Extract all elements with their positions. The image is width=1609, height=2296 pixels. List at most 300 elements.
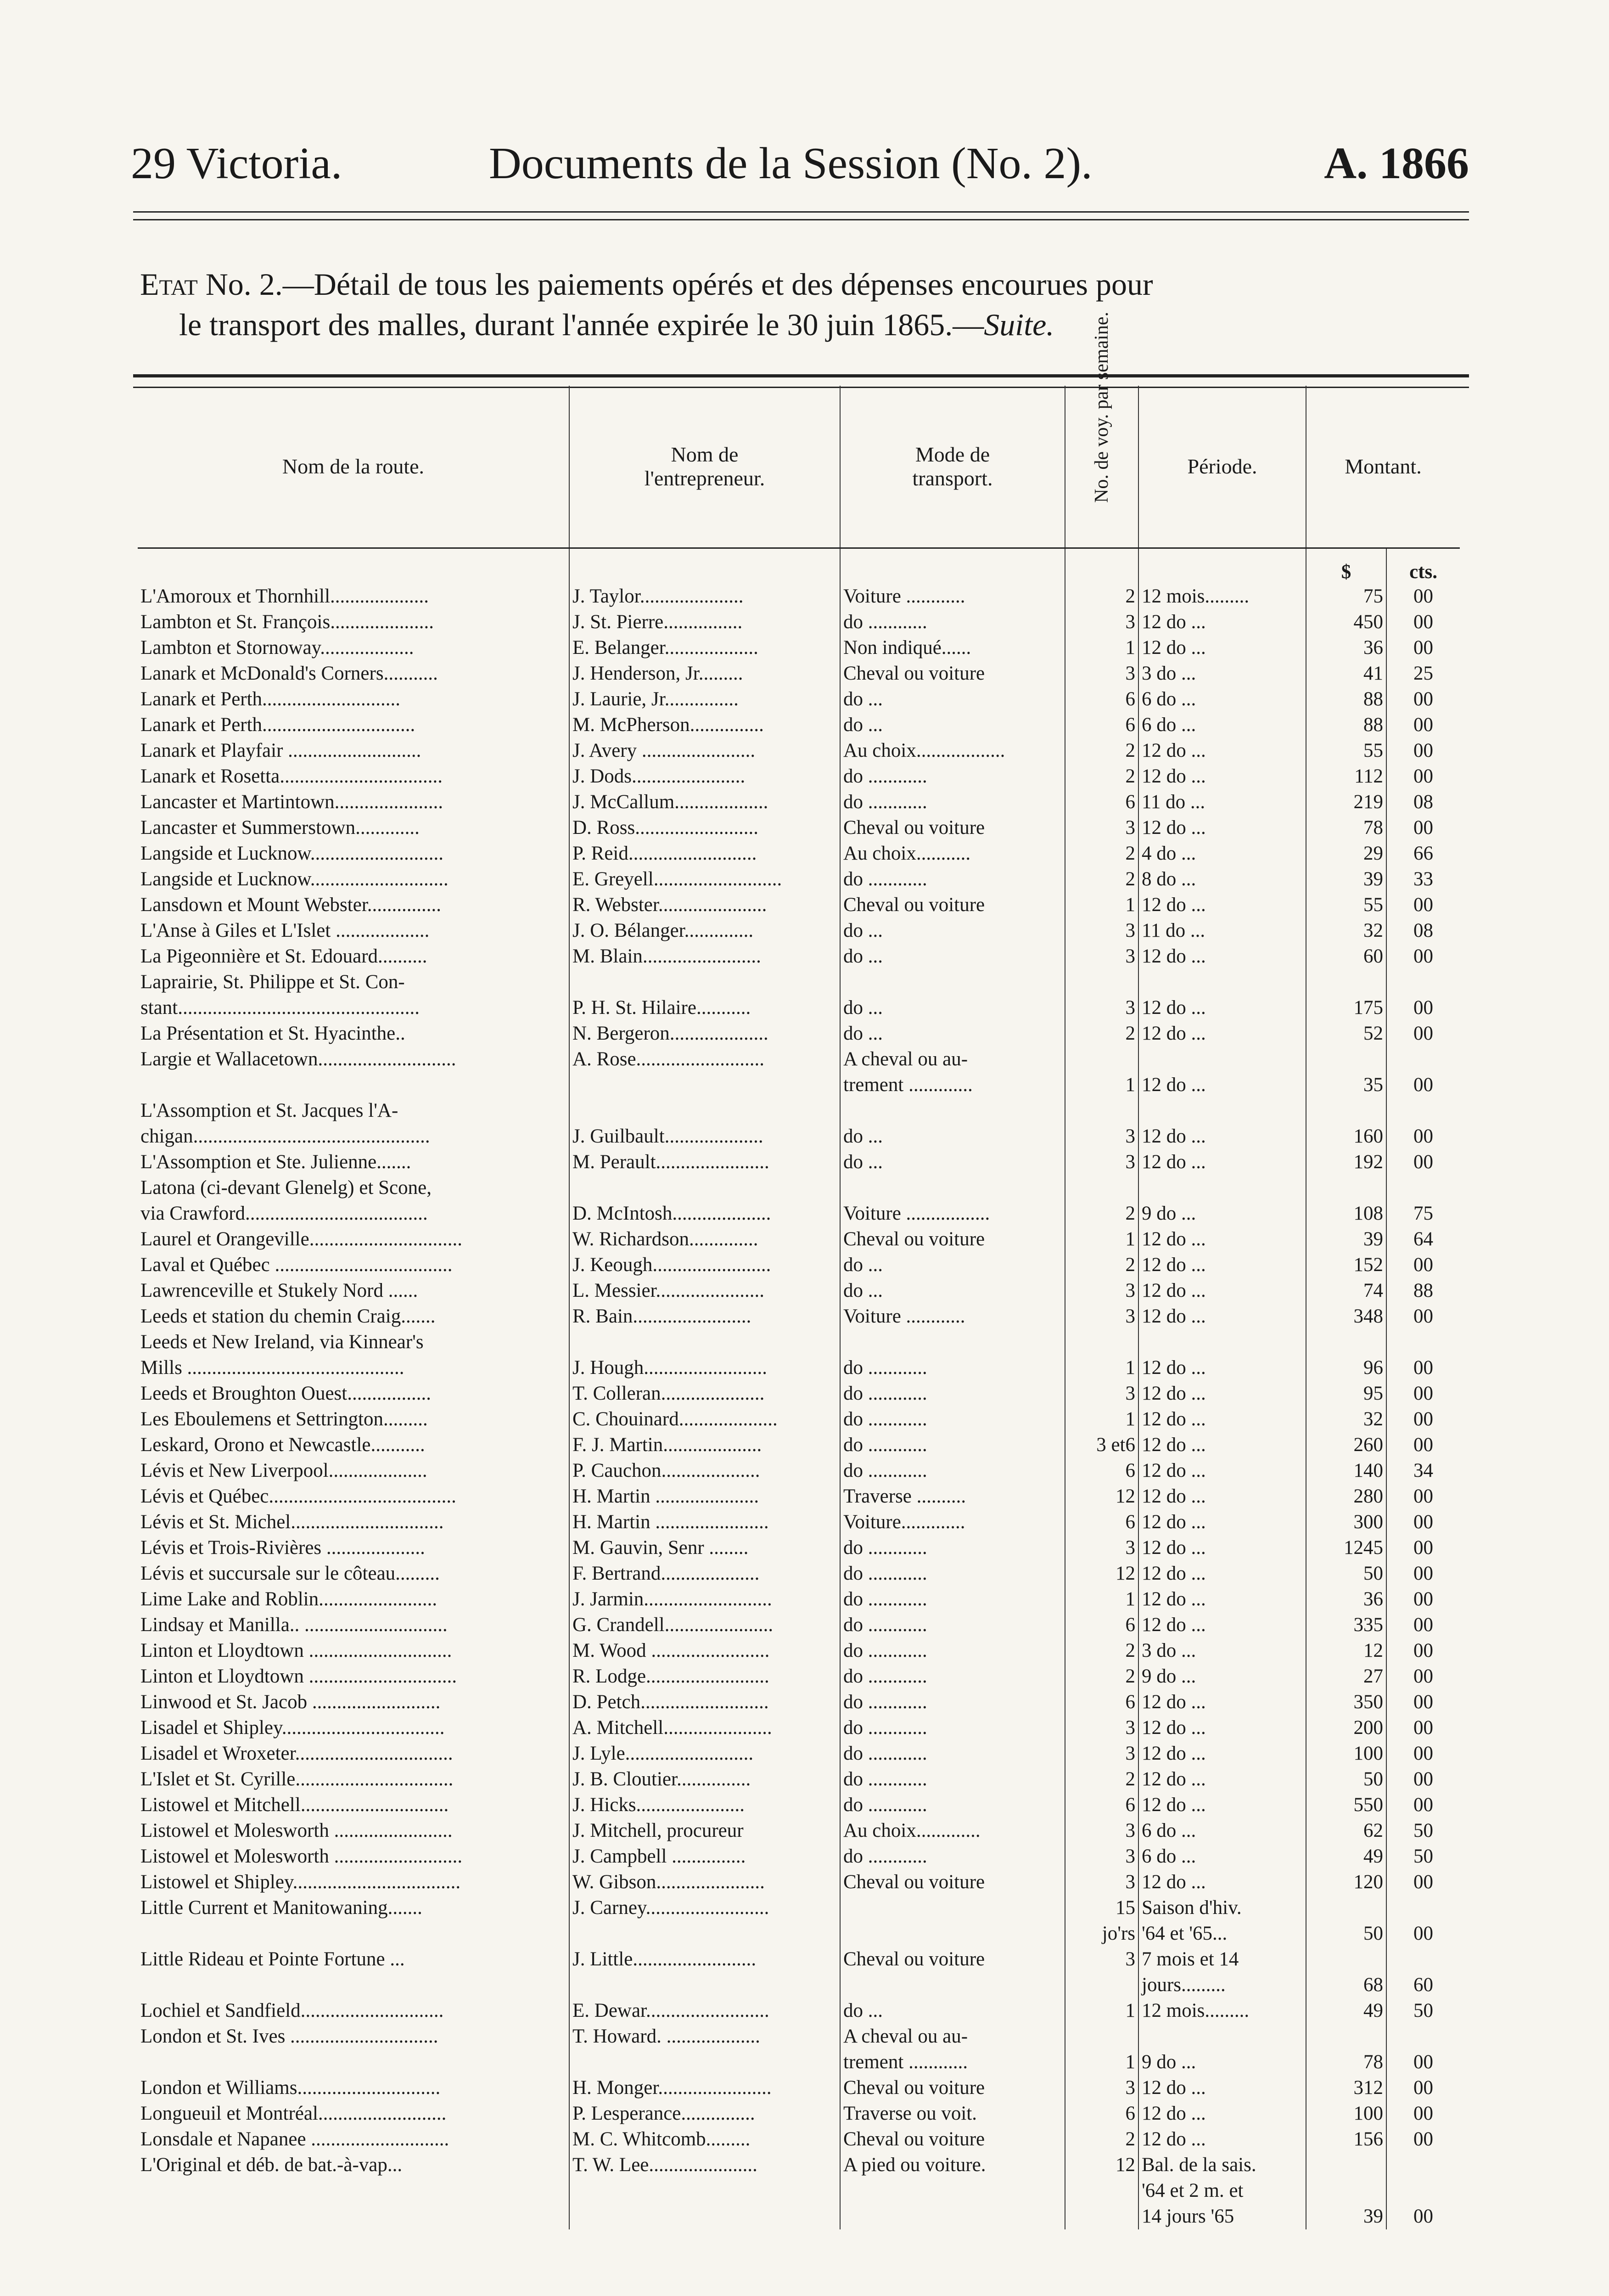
contractor-cell — [569, 1972, 840, 1998]
contractor-cell: A. Mitchell...................... — [569, 1715, 840, 1741]
trips-cell: 6 — [1065, 1509, 1138, 1535]
route-cell: Langside et Lucknow........................... — [140, 843, 444, 864]
route-cell: chigan................................................ — [140, 1125, 430, 1147]
dollars-cell: 140 — [1306, 1458, 1386, 1484]
mode-cell: do ... — [840, 1149, 1065, 1175]
route-cell: Lindsay et Manilla.. ............................. — [140, 1614, 448, 1636]
period-cell: 6 do ... — [1138, 1818, 1306, 1844]
contractor-cell: N. Bergeron.................... — [569, 1021, 840, 1047]
table-row — [138, 738, 1460, 764]
route-cell: Listowel et Mitchell.............................. — [140, 1794, 449, 1816]
dollars-cell: 49 — [1306, 1998, 1386, 2024]
contractor-cell: J. Campbell ............... — [569, 1844, 840, 1869]
mode-cell: Traverse .......... — [840, 1484, 1065, 1509]
trips-cell: 12 — [1065, 1484, 1138, 1509]
dollars-cell: 39 — [1306, 2204, 1386, 2229]
trips-cell: 3 — [1065, 918, 1138, 944]
trips-cell: 2 — [1065, 1767, 1138, 1792]
mode-cell: do ............ — [840, 1381, 1065, 1407]
contractor-cell: P. H. St. Hilaire........... — [569, 995, 840, 1021]
trips-cell: 3 — [1065, 1278, 1138, 1304]
trips-cell: 3 — [1065, 1869, 1138, 1895]
table-row — [138, 1304, 1460, 1329]
running-header — [131, 138, 1469, 188]
dollars-cell: 96 — [1306, 1355, 1386, 1381]
cents-cell: 00 — [1386, 815, 1460, 841]
dollars-cell: 41 — [1306, 661, 1386, 687]
dollars-cell: 39 — [1306, 1227, 1386, 1252]
period-cell: 12 do ... — [1138, 995, 1306, 1021]
table-row — [138, 1201, 1460, 1227]
cents-cell: 00 — [1386, 1767, 1460, 1792]
route-cell: Listowel et Molesworth .......................... — [140, 1846, 463, 1867]
trips-cell: 6 — [1065, 1689, 1138, 1715]
contractor-cell: J. Carney......................... — [569, 1895, 840, 1921]
dollars-cell: 348 — [1306, 1304, 1386, 1329]
mode-cell — [840, 2204, 1065, 2229]
mode-cell: Cheval ou voiture — [840, 1869, 1065, 1895]
table-row — [138, 1484, 1460, 1509]
contractor-cell: L. Messier...................... — [569, 1278, 840, 1304]
period-cell: 12 do ... — [1138, 815, 1306, 841]
trips-cell: 2 — [1065, 738, 1138, 764]
period-cell: Saison d'hiv. — [1138, 1895, 1306, 1921]
contractor-cell: W. Richardson.............. — [569, 1227, 840, 1252]
trips-cell: 12 — [1065, 1561, 1138, 1587]
trips-cell — [1065, 1972, 1138, 1998]
route-cell: Lévis et St. Michel............................... — [140, 1511, 444, 1533]
trips-cell: 3 — [1065, 1947, 1138, 1972]
table-row — [138, 609, 1460, 635]
cents-cell: 50 — [1386, 1844, 1460, 1869]
cents-cell: 00 — [1386, 1587, 1460, 1612]
dollars-cell: 550 — [1306, 1792, 1386, 1818]
cents-cell — [1386, 1329, 1460, 1355]
mode-cell: do ............ — [840, 1741, 1065, 1767]
trips-cell — [1065, 2024, 1138, 2049]
table-row — [138, 1124, 1460, 1149]
cents-cell — [1386, 1947, 1460, 1972]
period-cell: 12 do ... — [1138, 1689, 1306, 1715]
dollars-cell: 36 — [1306, 1587, 1386, 1612]
contractor-cell: J. Dods....................... — [569, 764, 840, 789]
contractor-cell: J. Little......................... — [569, 1947, 840, 1972]
period-cell: 12 do ... — [1138, 892, 1306, 918]
route-cell: via Crawford..................................... — [140, 1203, 428, 1224]
mode-cell: Cheval ou voiture — [840, 2075, 1065, 2101]
route-cell: L'Original et déb. de bat.-à-vap... — [140, 2154, 403, 2176]
contractor-cell: M. Perault....................... — [569, 1149, 840, 1175]
period-cell: 12 do ... — [1138, 635, 1306, 661]
contractor-cell: R. Bain........................ — [569, 1304, 840, 1329]
contractor-cell: J. B. Cloutier............... — [569, 1767, 840, 1792]
mode-cell: do ............ — [840, 1561, 1065, 1587]
route-cell: Lanark et Perth............................ — [140, 688, 401, 710]
period-cell: Bal. de la sais. — [1138, 2152, 1306, 2178]
table-row — [138, 1149, 1460, 1175]
table-row — [138, 969, 1460, 995]
table-row — [138, 1329, 1460, 1355]
units-row — [138, 548, 1460, 584]
cents-cell: 00 — [1386, 1432, 1460, 1458]
table-row — [138, 1998, 1460, 2024]
contractor-cell: J. St. Pierre................ — [569, 609, 840, 635]
dollars-cell: 100 — [1306, 2101, 1386, 2127]
cents-cell: 08 — [1386, 789, 1460, 815]
route-cell: Lanark et Perth............................... — [140, 714, 415, 736]
contractor-cell — [569, 969, 840, 995]
cents-cell — [1386, 2178, 1460, 2204]
mode-cell — [840, 2178, 1065, 2204]
dollars-cell: 50 — [1306, 1561, 1386, 1587]
route-cell: Largie et Wallacetown............................ — [140, 1048, 456, 1070]
contractor-cell — [569, 2049, 840, 2075]
dollars-cell: 49 — [1306, 1844, 1386, 1869]
dollars-cell — [1306, 2178, 1386, 2204]
cents-cell: 00 — [1386, 687, 1460, 712]
trips-cell: 12 — [1065, 2152, 1138, 2178]
cents-cell: 00 — [1386, 1561, 1460, 1587]
trips-cell: 2 — [1065, 867, 1138, 892]
contractor-cell — [569, 1329, 840, 1355]
cents-cell: 00 — [1386, 1355, 1460, 1381]
trips-cell: 15 — [1065, 1895, 1138, 1921]
cents-cell: 00 — [1386, 995, 1460, 1021]
route-cell: Lanark et Rosetta................................. — [140, 765, 443, 787]
dollars-cell: 55 — [1306, 892, 1386, 918]
period-cell: 12 do ... — [1138, 1509, 1306, 1535]
table-row — [138, 1355, 1460, 1381]
mode-cell: do ............ — [840, 1587, 1065, 1612]
route-cell: Lisadel et Wroxeter................................ — [140, 1743, 453, 1764]
table-row — [138, 584, 1460, 609]
trips-cell: 3 — [1065, 1381, 1138, 1407]
table-row — [138, 995, 1460, 1021]
period-cell — [1138, 1175, 1306, 1201]
trips-cell: 6 — [1065, 1612, 1138, 1638]
dollars-cell: 192 — [1306, 1149, 1386, 1175]
dollars-cell — [1306, 2152, 1386, 2178]
mode-cell: Au choix.................. — [840, 738, 1065, 764]
dollars-cell — [1306, 969, 1386, 995]
dollars-cell: 36 — [1306, 635, 1386, 661]
trips-cell — [1065, 969, 1138, 995]
contractor-cell: P. Lesperance............... — [569, 2101, 840, 2127]
dollars-cell: 160 — [1306, 1124, 1386, 1149]
period-cell: 12 do ... — [1138, 1072, 1306, 1098]
contractor-cell: H. Monger....................... — [569, 2075, 840, 2101]
route-cell: Laval et Québec .................................... — [140, 1254, 453, 1276]
table-row — [138, 1098, 1460, 1124]
contractor-cell — [569, 1098, 840, 1124]
contractor-cell: P. Cauchon.................... — [569, 1458, 840, 1484]
cents-cell: 00 — [1386, 2127, 1460, 2152]
cents-cell: 00 — [1386, 1869, 1460, 1895]
header-rule — [133, 211, 1469, 220]
route-cell: La Pigeonnière et St. Edouard.......... — [140, 945, 427, 967]
period-cell: 9 do ... — [1138, 1664, 1306, 1689]
table-row — [138, 918, 1460, 944]
dollars-cell: 32 — [1306, 918, 1386, 944]
trips-cell: 2 — [1065, 1201, 1138, 1227]
table-row — [138, 1972, 1460, 1998]
mode-cell: do ... — [840, 712, 1065, 738]
table-row — [138, 841, 1460, 867]
cents-cell: 00 — [1386, 1304, 1460, 1329]
contractor-cell: M. C. Whitcomb......... — [569, 2127, 840, 2152]
header-right: A. 1866 — [1324, 139, 1469, 188]
period-cell: 12 mois......... — [1138, 1998, 1306, 2024]
trips-cell: 2 — [1065, 1021, 1138, 1047]
trips-cell: 6 — [1065, 789, 1138, 815]
table-row — [138, 1458, 1460, 1484]
table-row — [138, 1278, 1460, 1304]
contractor-cell: G. Crandell...................... — [569, 1612, 840, 1638]
cents-cell: 00 — [1386, 712, 1460, 738]
cents-cell: 00 — [1386, 1612, 1460, 1638]
period-cell: 4 do ... — [1138, 841, 1306, 867]
cents-cell: 00 — [1386, 1741, 1460, 1767]
header-left: 29 Victoria. — [131, 139, 342, 188]
period-cell — [1138, 1098, 1306, 1124]
route-cell: Linton et Lloydtown .............................. — [140, 1666, 457, 1687]
period-cell: 12 do ... — [1138, 1124, 1306, 1149]
route-cell: L'Islet et St. Cyrille................................ — [140, 1768, 454, 1790]
contractor-cell — [569, 1175, 840, 1201]
period-cell: 12 do ... — [1138, 2101, 1306, 2127]
route-cell: Lonsdale et Napanee ............................ — [140, 2128, 449, 2150]
mode-cell: do ... — [840, 1021, 1065, 1047]
trips-cell: 3 — [1065, 1124, 1138, 1149]
route-cell: Listowel et Molesworth ........................ — [140, 1820, 453, 1841]
caption-line1: No. 2.—Détail de tous les paiements opérés et des dépenses encourues pour — [197, 267, 1153, 302]
period-cell — [1138, 1329, 1306, 1355]
cents-cell: 75 — [1386, 1201, 1460, 1227]
period-cell: 12 do ... — [1138, 2075, 1306, 2101]
trips-cell: 2 — [1065, 1664, 1138, 1689]
route-cell: L'Assomption et St. Jacques l'A- — [140, 1100, 398, 1121]
table-row — [138, 687, 1460, 712]
table-row — [138, 1895, 1460, 1921]
dollars-cell — [1306, 1947, 1386, 1972]
mode-cell — [840, 1972, 1065, 1998]
mode-cell — [840, 1329, 1065, 1355]
dollars-cell — [1306, 1098, 1386, 1124]
contractor-cell: J. Hicks...................... — [569, 1792, 840, 1818]
mode-cell: Cheval ou voiture — [840, 2127, 1065, 2152]
trips-cell: 2 — [1065, 764, 1138, 789]
trips-cell — [1065, 1175, 1138, 1201]
route-cell: Lime Lake and Roblin........................ — [140, 1588, 437, 1610]
route-cell: Linwood et St. Jacob .......................... — [140, 1691, 441, 1713]
dollars-cell: 100 — [1306, 1741, 1386, 1767]
trips-cell: 3 — [1065, 1741, 1138, 1767]
table-row — [138, 2178, 1460, 2204]
period-cell: jours......... — [1138, 1972, 1306, 1998]
period-cell: 12 do ... — [1138, 1278, 1306, 1304]
mode-cell: trement ............. — [840, 1072, 1065, 1098]
route-cell — [138, 2049, 569, 2075]
mode-cell: do ............ — [840, 1664, 1065, 1689]
contractor-cell: M. Gauvin, Senr ........ — [569, 1535, 840, 1561]
dollars-cell: 1245 — [1306, 1535, 1386, 1561]
route-cell: Lévis et Québec...................................... — [140, 1486, 456, 1507]
contractor-cell: J. Guilbault.................... — [569, 1124, 840, 1149]
cents-cell — [1386, 1175, 1460, 1201]
cents-cell — [1386, 1047, 1460, 1072]
contractor-cell: A. Rose.......................... — [569, 1047, 840, 1072]
table-row — [138, 1689, 1460, 1715]
route-cell: Linton et Lloydtown ............................. — [140, 1640, 452, 1661]
cents-cell: 00 — [1386, 1715, 1460, 1741]
contractor-cell: D. McIntosh.................... — [569, 1201, 840, 1227]
route-cell — [138, 1972, 569, 1998]
period-cell: 12 do ... — [1138, 1304, 1306, 1329]
period-cell: 6 do ... — [1138, 1844, 1306, 1869]
contractor-cell: J. McCallum................... — [569, 789, 840, 815]
dollars-cell: 95 — [1306, 1381, 1386, 1407]
contractor-cell: H. Martin ....................... — [569, 1509, 840, 1535]
mode-cell: Cheval ou voiture — [840, 892, 1065, 918]
mode-cell: do ............ — [840, 1432, 1065, 1458]
table-row — [138, 1767, 1460, 1792]
dollars-cell: 35 — [1306, 1072, 1386, 1098]
cents-cell: 08 — [1386, 918, 1460, 944]
trips-cell: jo'rs — [1065, 1921, 1138, 1947]
route-cell: Latona (ci-devant Glenelg) et Scone, — [140, 1177, 432, 1199]
route-cell — [138, 1072, 569, 1098]
mode-cell: do ... — [840, 995, 1065, 1021]
contractor-cell: J. Lyle.......................... — [569, 1741, 840, 1767]
period-cell: 12 do ... — [1138, 2127, 1306, 2152]
table-row — [138, 815, 1460, 841]
dollars-cell: 75 — [1306, 584, 1386, 609]
trips-cell — [1065, 1098, 1138, 1124]
caption-prefix: Etat — [140, 267, 198, 302]
trips-cell — [1065, 1047, 1138, 1072]
contractor-cell: T. Howard. ................... — [569, 2024, 840, 2049]
table-row — [138, 1047, 1460, 1072]
period-cell: 12 do ... — [1138, 609, 1306, 635]
period-cell: 12 do ... — [1138, 1227, 1306, 1252]
table-row — [138, 1818, 1460, 1844]
route-cell — [138, 2204, 569, 2229]
mode-cell: do ............ — [840, 867, 1065, 892]
cents-cell: 00 — [1386, 1407, 1460, 1432]
route-cell: Lévis et succursale sur le côteau......... — [140, 1563, 440, 1584]
period-cell: 12 do ... — [1138, 1381, 1306, 1407]
cents-cell: 25 — [1386, 661, 1460, 687]
table-row — [138, 2152, 1460, 2178]
table-row — [138, 1869, 1460, 1895]
contractor-cell: F. Bertrand.................... — [569, 1561, 840, 1587]
period-cell: 12 do ... — [1138, 1021, 1306, 1047]
dollars-cell: 50 — [1306, 1921, 1386, 1947]
cents-cell: 00 — [1386, 1124, 1460, 1149]
period-cell: 6 do ... — [1138, 687, 1306, 712]
cents-cell: 00 — [1386, 1535, 1460, 1561]
table-row — [138, 764, 1460, 789]
mode-cell: do ... — [840, 944, 1065, 969]
unit-dollars: $ — [1306, 548, 1386, 584]
header-trips-label: No. de voy. par semaine. — [1091, 312, 1112, 503]
table-row — [138, 1407, 1460, 1432]
mode-cell: Voiture ............ — [840, 584, 1065, 609]
trips-cell: 1 — [1065, 1072, 1138, 1098]
period-cell: 12 do ... — [1138, 1149, 1306, 1175]
table-row — [138, 1715, 1460, 1741]
mode-cell: do ... — [840, 1998, 1065, 2024]
period-cell: 12 do ... — [1138, 1715, 1306, 1741]
table-row — [138, 1638, 1460, 1664]
contractor-cell: J. Taylor..................... — [569, 584, 840, 609]
trips-cell: 1 — [1065, 1227, 1138, 1252]
cents-cell: 00 — [1386, 764, 1460, 789]
mode-cell: do ............ — [840, 1355, 1065, 1381]
cents-cell: 00 — [1386, 1921, 1460, 1947]
contractor-cell: W. Gibson...................... — [569, 1869, 840, 1895]
dollars-cell: 78 — [1306, 2049, 1386, 2075]
route-cell: Langside et Lucknow............................ — [140, 868, 449, 890]
period-cell: 12 do ... — [1138, 1355, 1306, 1381]
cents-cell: 00 — [1386, 1021, 1460, 1047]
route-cell: Lancaster et Summerstown............. — [140, 817, 420, 838]
table-row — [138, 1021, 1460, 1047]
period-cell: 12 do ... — [1138, 1587, 1306, 1612]
trips-cell: 3 — [1065, 1149, 1138, 1175]
header-period: Période. — [1138, 386, 1306, 548]
contractor-cell: J. Mitchell, procureur — [569, 1818, 840, 1844]
table-row — [138, 1561, 1460, 1587]
period-cell: 12 do ... — [1138, 1407, 1306, 1432]
cents-cell: 00 — [1386, 1484, 1460, 1509]
mode-cell: do ... — [840, 918, 1065, 944]
cents-cell: 66 — [1386, 841, 1460, 867]
dollars-cell: 78 — [1306, 815, 1386, 841]
period-cell: 11 do ... — [1138, 789, 1306, 815]
period-cell: '64 et '65... — [1138, 1921, 1306, 1947]
dollars-cell: 312 — [1306, 2075, 1386, 2101]
table-row — [138, 661, 1460, 687]
period-cell: 12 do ... — [1138, 764, 1306, 789]
period-cell: 7 mois et 14 — [1138, 1947, 1306, 1972]
trips-cell: 3 et6 — [1065, 1432, 1138, 1458]
trips-cell: 6 — [1065, 1792, 1138, 1818]
contractor-cell: E. Belanger................... — [569, 635, 840, 661]
contractor-cell: T. W. Lee...................... — [569, 2152, 840, 2178]
contractor-cell: J. Henderson, Jr......... — [569, 661, 840, 687]
dollars-cell: 200 — [1306, 1715, 1386, 1741]
dollars-cell — [1306, 2024, 1386, 2049]
cents-cell: 00 — [1386, 609, 1460, 635]
period-cell: 12 do ... — [1138, 944, 1306, 969]
route-cell: Lambton et Stornoway................... — [140, 637, 414, 658]
period-cell: 12 do ... — [1138, 1767, 1306, 1792]
route-cell: Lancaster et Martintown...................... — [140, 791, 443, 813]
dollars-cell: 12 — [1306, 1638, 1386, 1664]
table-row — [138, 2127, 1460, 2152]
mode-cell: do ............ — [840, 764, 1065, 789]
mode-cell — [840, 1921, 1065, 1947]
contractor-cell: M. Blain........................ — [569, 944, 840, 969]
trips-cell: 3 — [1065, 661, 1138, 687]
dollars-cell: 60 — [1306, 944, 1386, 969]
trips-cell: 3 — [1065, 1818, 1138, 1844]
route-cell: Lisadel et Shipley................................. — [140, 1717, 445, 1739]
mode-cell: do ... — [840, 1252, 1065, 1278]
dollars-cell: 88 — [1306, 712, 1386, 738]
route-cell: L'Anse à Giles et L'Islet ................... — [140, 920, 430, 941]
